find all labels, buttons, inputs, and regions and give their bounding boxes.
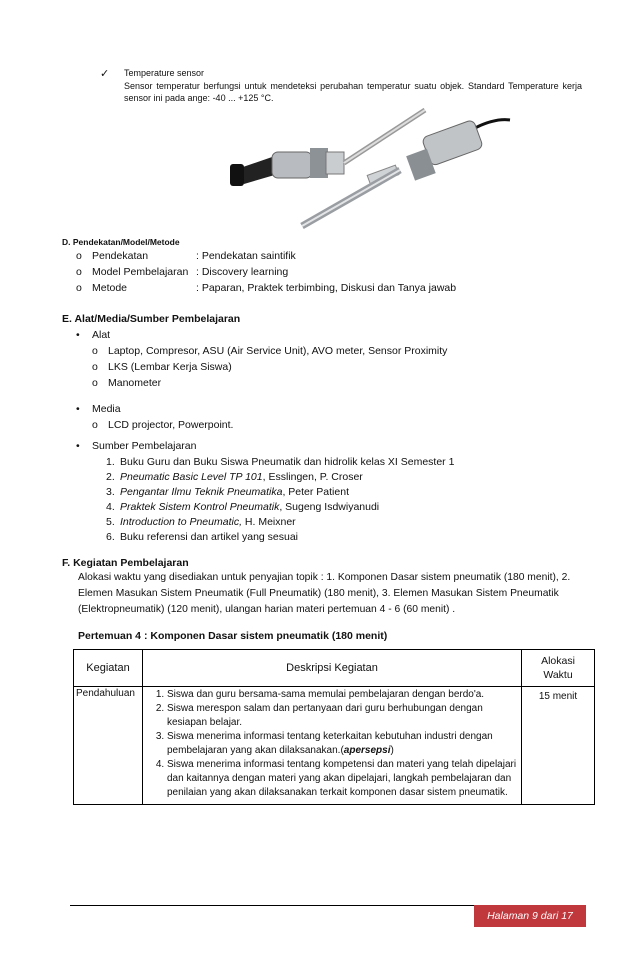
list-item: 5. Introduction to Pneumatic, H. Meixner [106,516,296,528]
meeting-title: Pertemuan 4 : Komponen Dasar sistem pneumatik (180 menit) [78,630,388,642]
alat-list [92,345,447,393]
list-item: o Laptop, Compresor, ASU (Air Service Unit), AVO meter, Sensor Proximity [92,345,448,357]
list-item: 1. Buku Guru dan Buku Siswa Pneumatik dan hidrolik kelas XI Semester 1 [106,456,455,468]
list-item: 6. Buku referensi dan artikel yang sesuai [106,531,299,543]
list-item: o Metode : Paparan, Praktek terbimbing, Diskusi dan Tanya jawab [76,282,457,294]
page-number: Halaman 9 dari 17 [474,905,586,927]
section-f-heading: F. Kegiatan Pembelajaran [62,557,189,569]
section-d-heading: D. Pendekatan/Model/Metode [62,237,180,247]
table-header-row [74,650,595,687]
sensor-image [220,108,520,240]
activity-table [73,649,595,805]
list-item: 4. Siswa menerima informasi tentang kompetensi dan materi yang telah dipelajari dan kaitannya dengan materi yang akan dipelajari, langkah pembelajaran dan penilaian yang akan dilaksanakan terkait komponen dasar sistem pneumatik. [167,758,517,800]
temperature-desc: Sensor temperatur berfungsi untuk mendeteksi perubahan temperatur suatu objek. Standard Temperature kerja sensor ini pada ange: -40 ... +125 °C. [124,81,582,103]
list-item: 3. Siswa menerima informasi tentang keterkaitan kebutuhan industri dengan pembelajaran yang akan dilaksanakan.(apersepsi) [167,730,517,758]
list-item: o Manometer [92,377,162,389]
header-kegiatan: Kegiatan [74,650,143,687]
list-item: 3. Pengantar Ilmu Teknik Pneumatika, Peter Patient [106,486,349,498]
header-alokasi: Alokasi Waktu [522,650,595,687]
cell-deskripsi [143,687,522,805]
footer-divider [70,905,474,906]
check-icon: ✓ [100,68,110,80]
media-label: • Media [76,403,121,415]
list-item: o Pendekatan : Pendekatan saintifik [76,250,296,262]
list-item: 2. Pneumatic Basic Level TP 101, Esslingen, P. Croser [106,471,363,483]
cell-kegiatan: Pendahuluan [74,687,143,805]
steps-list [147,688,517,800]
cell-waktu: 15 menit [522,687,595,805]
allocation-paragraph: Alokasi waktu yang disediakan untuk penyajian topik : 1. Komponen Dasar sistem pneumatik (180 menit), 2. Elemen Masukan Sistem Pneumatik (Full Pneumatik) (180 menit), 3. Elemen Masukan Sistem Pneumatik (Elektropneumatik) (120 menit), ulangan harian materi pertemuan 4 - 6 (60 menit) . [78,572,571,615]
sumber-label: • Sumber Pembelajaran [76,440,197,452]
alat-label: • Alat [76,329,111,341]
header-deskripsi: Deskripsi Kegiatan [143,650,522,687]
sumber-list [106,456,454,546]
list-item: o Model Pembelajaran : Discovery learning [76,266,289,278]
list-item: o LCD projector, Powerpoint. [92,419,234,431]
temperature-title: Temperature sensor [124,68,205,78]
section-e-heading: E. Alat/Media/Sumber Pembelajaran [62,313,241,325]
table-row [74,687,595,805]
list-item: o LKS (Lembar Kerja Siswa) [92,361,232,373]
section-d-list [76,250,456,298]
list-item: 4. Praktek Sistem Kontrol Pneumatik, Sugeng Isdwiyanudi [106,501,380,513]
list-item: 2. Siswa merespon salam dan pertanyaan dari guru berhubungan dengan kesiapan belajar. [167,702,517,730]
list-item: 1. Siswa dan guru bersama-sama memulai pembelajaran dengan berdo'a. [167,688,517,702]
